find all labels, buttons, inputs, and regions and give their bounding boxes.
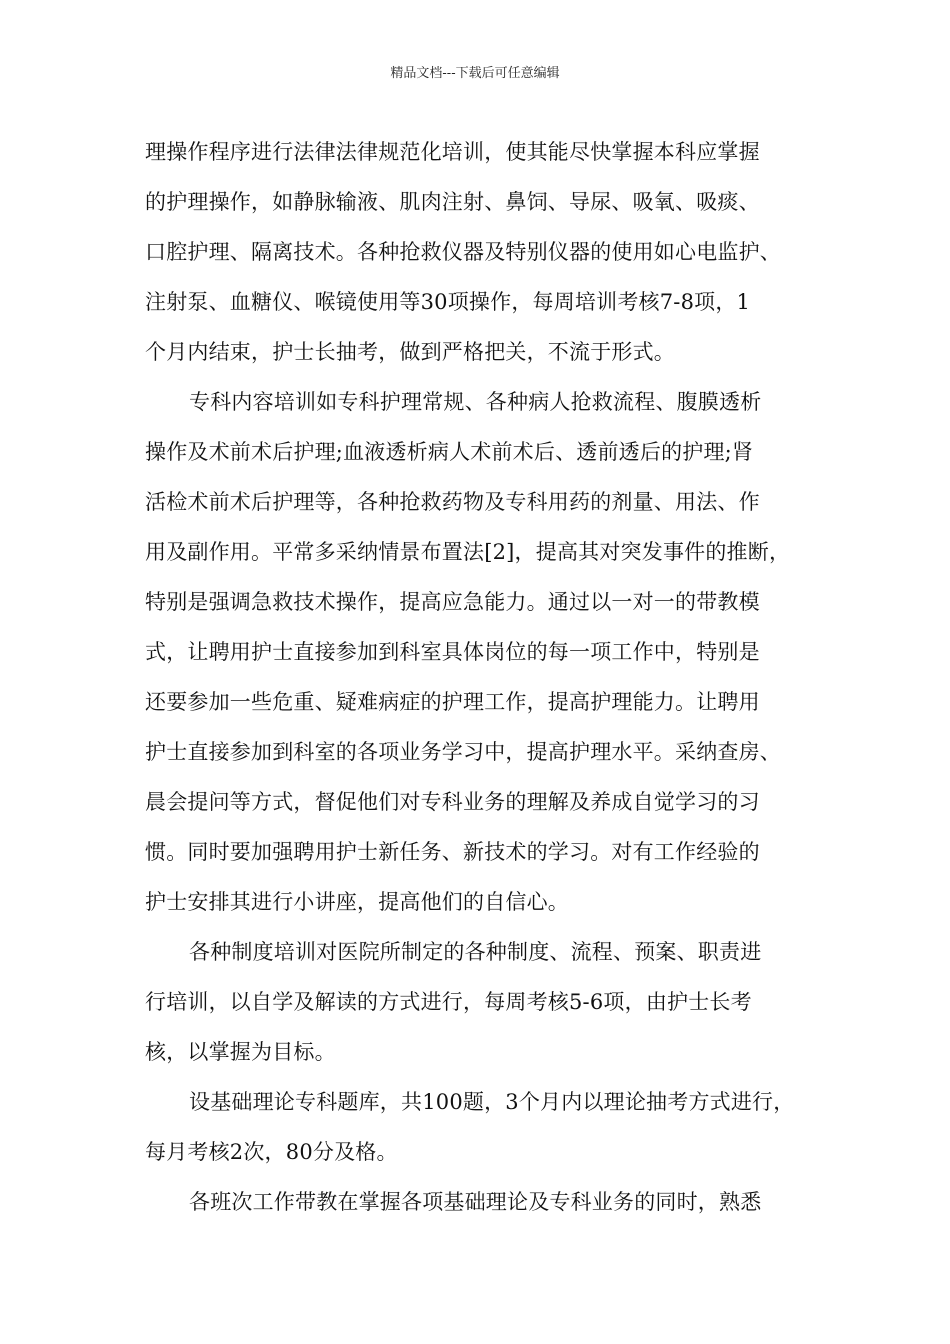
text-line: 的护理操作，如静脉输液、肌肉注射、鼻饲、导尿、吸氧、吸痰、 (145, 190, 760, 214)
text-line: 还要参加一些危重、疑难病症的护理工作，提高护理能力。让聘用 (145, 690, 760, 714)
paragraph-start-line: 设基础理论专科题库，共100题，3个月内以理论抽考方式进行， (189, 1090, 795, 1114)
text-line: 口腔护理、隔离技术。各种抢救仪器及特别仪器的使用如心电监护、 (145, 240, 781, 264)
paragraph-start-line: 各班次工作带教在掌握各项基础理论及专科业务的同时，熟悉 (189, 1190, 762, 1214)
paragraph-start-line: 各种制度培训对医院所制定的各种制度、流程、预案、职责进 (189, 940, 762, 964)
text-line: 行培训，以自学及解读的方式进行，每周考核5-6项，由护士长考 (145, 990, 752, 1014)
text-line: 惯。同时要加强聘用护士新任务、新技术的学习。对有工作经验的 (145, 840, 760, 864)
text-line: 护士直接参加到科室的各项业务学习中，提高护理水平。采纳查房、 (145, 740, 781, 764)
text-line: 理操作程序进行法律法律规范化培训，使其能尽快掌握本科应掌握 (145, 140, 760, 164)
text-line: 操作及术前术后护理;血液透析病人术前术后、透前透后的护理;肾 (145, 440, 754, 464)
text-line: 每月考核2次，80分及格。 (145, 1140, 398, 1164)
text-line: 式，让聘用护士直接参加到科室具体岗位的每一项工作中，特别是 (145, 640, 760, 664)
text-line: 晨会提问等方式，督促他们对专科业务的理解及养成自觉学习的习 (145, 790, 760, 814)
text-line: 活检术前术后护理等，各种抢救药物及专科用药的剂量、用法、作 (145, 490, 760, 514)
page-header: 精品文档---下载后可任意编辑 (390, 66, 560, 81)
text-line: 用及副作用。平常多采纳情景布置法[2]，提高其对突发事件的推断， (145, 540, 791, 564)
text-line: 注射泵、血糖仪、喉镜使用等30项操作，每周培训考核7-8项，1 (145, 290, 751, 314)
text-line: 核，以掌握为目标。 (145, 1040, 336, 1064)
paragraph-start-line: 专科内容培训如专科护理常规、各种病人抢救流程、腹膜透析 (189, 390, 762, 414)
text-line: 个月内结束，护士长抽考，做到严格把关，不流于形式。 (145, 340, 675, 364)
text-line: 特别是强调急救技术操作，提高应急能力。通过以一对一的带教模 (145, 590, 760, 614)
text-line: 护士安排其进行小讲座，提高他们的自信心。 (145, 890, 569, 914)
